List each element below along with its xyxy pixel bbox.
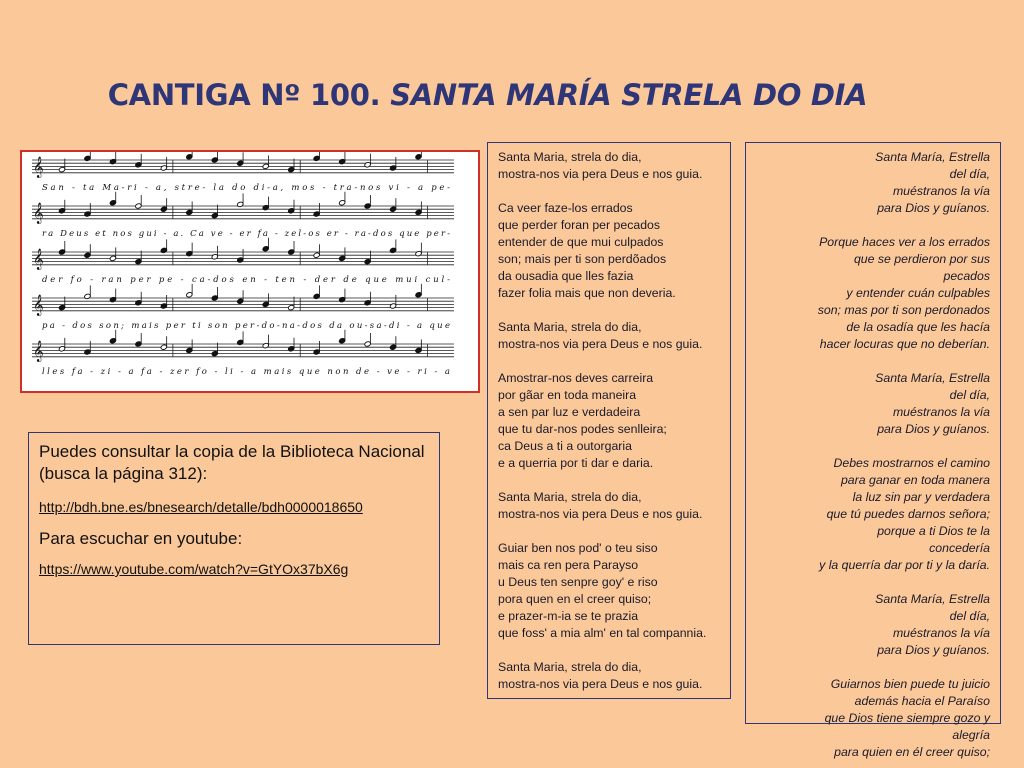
translation-line: Porque haces ver a los errados [819, 235, 990, 249]
translation-line: que se perdieron por sus [853, 252, 990, 266]
translation-line: para Dios y guíanos. [877, 201, 990, 215]
stanza-gap [498, 302, 720, 319]
lyric-line: por gãar en toda maneira [498, 388, 637, 402]
title-number: CANTIGA Nº 100. [107, 78, 391, 112]
stanza-gap [756, 574, 990, 591]
lyric-line: que tu dar-nos podes senlleira; [498, 422, 667, 436]
translation-line: para quien en él creer quiso; [834, 745, 990, 759]
treble-clef-icon: 𝄞 [33, 249, 44, 270]
score-lyric-line: San - ta Ma-ri - a, stre- la do di-a, mos - tra-nos vi - a pe- [42, 183, 450, 193]
youtube-note: Para escuchar en youtube: [39, 529, 243, 548]
stanza-gap [498, 523, 720, 540]
lyric-line: entender de que mui culpados [498, 235, 664, 249]
score-lyric-line: ra Deus et nos gui - a. Ca ve - er fa - zel-os er - ra-dos que per- [42, 229, 450, 239]
translation-line: y entender cuán culpables [846, 286, 990, 300]
lyric-line: mostra-nos via pera Deus e nos guia. [498, 507, 703, 521]
translation-line: Debes mostrarnos el camino [833, 456, 990, 470]
title-song-name: SANTA MARÍA STRELA DO DIA [390, 78, 868, 112]
staff-system [32, 330, 454, 377]
lyric-line: mostra-nos via pera Deus e nos guia. [498, 337, 703, 351]
lyric-line: ca Deus a ti a outorgaria [498, 439, 632, 453]
lyric-line: Ca veer faze-los errados [498, 201, 633, 215]
translation-line: la luz sin par y verdadera [852, 490, 990, 504]
lyric-line: e a querria por ti dar e daria. [498, 456, 654, 470]
lyric-line: a sen par luz e verdadeira [498, 405, 641, 419]
lyric-line: Santa Maria, strela do dia, [498, 490, 642, 504]
staff-system [32, 152, 454, 193]
stanza-gap [498, 353, 720, 370]
lyric-line: mostra-nos via pera Deus e nos guia. [498, 167, 703, 181]
translation-line: Guiarnos bien puede tu juicio [830, 677, 990, 691]
translation-line: además hacia el Paraíso [854, 694, 990, 708]
treble-clef-icon: 𝄞 [33, 157, 44, 178]
library-link[interactable]: http://bdh.bne.es/bnesearch/detalle/bdh0000018650 [39, 499, 363, 515]
translation-line: del día, [949, 388, 990, 402]
youtube-link[interactable]: https://www.youtube.com/watch?v=GtYOx37bX6g [39, 561, 349, 577]
lyric-line: Santa Maria, strela do dia, [498, 320, 642, 334]
music-score-image [20, 150, 480, 393]
stanza-gap [498, 183, 720, 200]
translation-line: del día, [949, 167, 990, 181]
treble-clef-icon: 𝄞 [33, 203, 44, 224]
music-score [22, 152, 478, 391]
translation-line: alegría [952, 728, 990, 742]
page-title [0, 78, 975, 112]
lyrics-galician [487, 142, 731, 699]
lyric-line: son; mais per ti son perdõados [498, 252, 667, 266]
translation-line: son; mas por ti son perdonados [817, 303, 990, 317]
lyric-line: que perder foran per pecados [498, 218, 661, 232]
score-lyric-line: lles fa - zi - a fa - zer fo - li - a mais que non de - ve - ri - a [42, 367, 450, 377]
translation-line: del día, [949, 609, 990, 623]
translation-line: de la osadía que les hacía [846, 320, 990, 334]
score-lyric-line: pa - dos son; mais per ti son per-do-na-dos da ou-sa-di - a que [42, 321, 450, 331]
translation-line: Santa María, Estrella [875, 371, 990, 385]
lyric-line: u Deus ten senpre goy' e riso [498, 575, 658, 589]
lyric-line: que foss' a mia alm' en tal compannia. [498, 626, 707, 640]
translation-line: para Dios y guíanos. [877, 643, 990, 657]
score-lyric-line: der fo - ran per pe - ca-dos en - ten - der de que mui cul- [42, 275, 450, 285]
info-box [28, 432, 440, 645]
translation-line: y la querría dar por ti y la daría. [819, 558, 990, 572]
translation-line: Santa María, Estrella [875, 592, 990, 606]
lyric-line: Santa Maria, strela do dia, [498, 150, 642, 164]
lyric-line: fazer folia mais que non deveria. [498, 286, 676, 300]
lyric-line: mais ca ren pera Parayso [498, 558, 639, 572]
translation-line: Santa María, Estrella [875, 150, 990, 164]
stanza-gap [756, 217, 990, 234]
translation-line: hacer locuras que no deberían. [819, 337, 990, 351]
treble-clef-icon: 𝄞 [33, 341, 44, 362]
lyric-line: Guiar ben nos pod' o teu siso [498, 541, 658, 555]
translation-line: pecados [943, 269, 990, 283]
staff-system [32, 284, 454, 331]
translation-line: que tú puedes darnos señora; [826, 507, 990, 521]
stanza-gap [756, 353, 990, 370]
translation-line: muéstranos la vía [892, 405, 990, 419]
staff-system [32, 192, 454, 239]
lyric-line: pora quen en el creer quiso; [498, 592, 652, 606]
translation-line: que Dios tiene siempre gozo y [824, 711, 990, 725]
lyric-line: da ousadia que lles fazia [498, 269, 634, 283]
lyric-line: Amostrar-nos deves carreira [498, 371, 654, 385]
staff-system [32, 238, 454, 285]
translation-line: muéstranos la vía [892, 626, 990, 640]
translation-line: para Dios y guíanos. [877, 422, 990, 436]
translation-line: porque a ti Dios te la [877, 524, 990, 538]
translation-line: para ganar en toda manera [840, 473, 990, 487]
stanza-gap [756, 659, 990, 676]
library-note: Puedes consultar la copia de la Biblioteca Nacional (busca la página 312): [39, 442, 425, 483]
treble-clef-icon: 𝄞 [33, 295, 44, 316]
lyric-line: Santa Maria, strela do dia, [498, 660, 642, 674]
lyrics-spanish-translation [745, 142, 1001, 759]
translation-line: concedería [929, 541, 990, 555]
lyric-line: e prazer-m-ia se te prazia [498, 609, 639, 623]
stanza-gap [498, 642, 720, 659]
stanza-gap [498, 472, 720, 489]
stanza-gap [756, 438, 990, 455]
translation-line: muéstranos la vía [892, 184, 990, 198]
lyric-line: mostra-nos via pera Deus e nos guia. [498, 677, 703, 691]
